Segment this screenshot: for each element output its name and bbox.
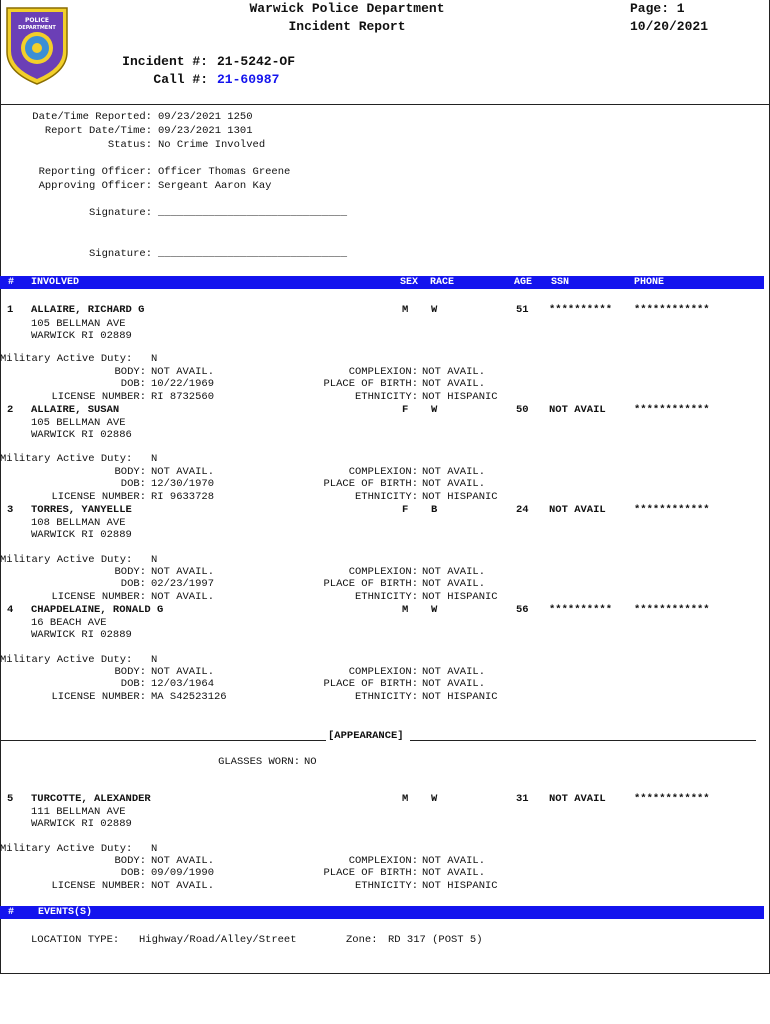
signature-label-1: Signature: xyxy=(88,207,152,219)
dob-label: DOB: xyxy=(120,678,146,690)
person-address-line2: WARWICK RI 02889 xyxy=(31,330,132,342)
header-divider xyxy=(0,104,770,105)
reporting-officer-label: Reporting Officer: xyxy=(38,166,152,178)
person-address-line1: 108 BELLMAN AVE xyxy=(31,517,126,529)
person-ssn: NOT AVAIL xyxy=(549,404,606,416)
incident-number: 21-5242-OF xyxy=(217,54,296,69)
zone-label: Zone: xyxy=(346,934,378,946)
events-header-bar xyxy=(0,906,764,919)
report-datetime-label: Report Date/Time: xyxy=(44,125,152,137)
person-race: W xyxy=(431,304,438,316)
license-value: RI 9633728 xyxy=(151,491,215,503)
appearance-title: [APPEARANCE] xyxy=(328,730,404,742)
person-address-line2: WARWICK RI 02889 xyxy=(31,529,132,541)
person-age: 50 xyxy=(516,404,529,416)
complexion-value: NOT AVAIL. xyxy=(422,366,486,378)
person-ssn: ********** xyxy=(549,604,613,616)
license-value: RI 8732560 xyxy=(151,391,215,403)
person-race: B xyxy=(431,504,438,516)
body-value: NOT AVAIL. xyxy=(151,566,215,578)
dob-label: DOB: xyxy=(120,867,146,879)
person-sex: F xyxy=(402,504,409,516)
birthplace-value: NOT AVAIL. xyxy=(422,867,486,879)
military-label: Military Active Duty: xyxy=(0,353,133,365)
signature-label-2: Signature: xyxy=(88,248,152,260)
dob-label: DOB: xyxy=(120,478,146,490)
birthplace-label: PLACE OF BIRTH: xyxy=(323,678,418,690)
ethnicity-label: ETHNICITY: xyxy=(354,591,418,603)
person-name: TORRES, YANYELLE xyxy=(31,504,132,516)
person-phone: ************ xyxy=(634,604,710,616)
person-number: 5 xyxy=(7,793,14,805)
military-label: Military Active Duty: xyxy=(0,654,133,666)
ethnicity-value: NOT HISPANIC xyxy=(422,591,498,603)
page-number: Page: 1 xyxy=(630,1,685,16)
svg-text:POLICE: POLICE xyxy=(24,17,50,24)
birthplace-label: PLACE OF BIRTH: xyxy=(323,578,418,590)
person-sex: M xyxy=(402,304,409,316)
date-reported-label: Date/Time Reported: xyxy=(32,111,152,123)
person-address-line1: 105 BELLMAN AVE xyxy=(31,318,126,330)
person-name: ALLAIRE, SUSAN xyxy=(31,404,120,416)
status-value: No Crime Involved xyxy=(158,139,266,151)
complexion-label: COMPLEXION: xyxy=(348,566,418,578)
call-label: Call #: xyxy=(153,72,208,87)
person-sex: M xyxy=(402,604,409,616)
person-age: 56 xyxy=(516,604,529,616)
body-value: NOT AVAIL. xyxy=(151,466,215,478)
call-number[interactable]: 21-60987 xyxy=(217,72,280,87)
person-address-line2: WARWICK RI 02886 xyxy=(31,429,132,441)
ethnicity-label: ETHNICITY: xyxy=(354,880,418,892)
complexion-label: COMPLEXION: xyxy=(348,466,418,478)
person-phone: ************ xyxy=(634,304,710,316)
military-value: N xyxy=(151,654,158,666)
complexion-value: NOT AVAIL. xyxy=(422,566,486,578)
report-date: 10/20/2021 xyxy=(630,19,709,34)
person-sex: F xyxy=(402,404,409,416)
reporting-officer-value: Officer Thomas Greene xyxy=(158,166,291,178)
complexion-label: COMPLEXION: xyxy=(348,366,418,378)
military-value: N xyxy=(151,353,158,365)
body-label: BODY: xyxy=(114,366,146,378)
ethnicity-label: ETHNICITY: xyxy=(354,491,418,503)
ethnicity-value: NOT HISPANIC xyxy=(422,691,498,703)
birthplace-value: NOT AVAIL. xyxy=(422,378,486,390)
person-age: 31 xyxy=(516,793,529,805)
body-value: NOT AVAIL. xyxy=(151,366,215,378)
dob-value: 12/03/1964 xyxy=(151,678,215,690)
ethnicity-value: NOT HISPANIC xyxy=(422,491,498,503)
military-label: Military Active Duty: xyxy=(0,843,133,855)
ethnicity-label: ETHNICITY: xyxy=(354,391,418,403)
person-ssn: NOT AVAIL xyxy=(549,793,606,805)
person-address-line1: 105 BELLMAN AVE xyxy=(31,417,126,429)
involved-num-header: # xyxy=(8,277,15,288)
birthplace-value: NOT AVAIL. xyxy=(422,478,486,490)
body-label: BODY: xyxy=(114,466,146,478)
military-value: N xyxy=(151,843,158,855)
license-label: LICENSE NUMBER: xyxy=(51,591,146,603)
license-value: MA S42523126 xyxy=(151,691,227,703)
department-name: Warwick Police Department xyxy=(249,1,445,16)
complexion-label: COMPLEXION: xyxy=(348,666,418,678)
events-num-header: # xyxy=(8,907,15,918)
military-label: Military Active Duty: xyxy=(0,554,133,566)
birthplace-label: PLACE OF BIRTH: xyxy=(323,478,418,490)
person-number: 3 xyxy=(7,504,14,516)
license-label: LICENSE NUMBER: xyxy=(51,880,146,892)
person-race: W xyxy=(431,604,438,616)
person-name: CHAPDELAINE, RONALD G xyxy=(31,604,164,616)
dob-value: 09/09/1990 xyxy=(151,867,215,879)
person-number: 1 xyxy=(7,304,14,316)
person-name: TURCOTTE, ALEXANDER xyxy=(31,793,151,805)
person-address-line2: WARWICK RI 02889 xyxy=(31,818,132,830)
military-label: Military Active Duty: xyxy=(0,453,133,465)
person-ssn: NOT AVAIL xyxy=(549,504,606,516)
svg-text:DEPARTMENT: DEPARTMENT xyxy=(18,25,56,31)
birthplace-label: PLACE OF BIRTH: xyxy=(323,867,418,879)
person-ssn: ********** xyxy=(549,304,613,316)
person-race: W xyxy=(431,404,438,416)
person-address-line1: 16 BEACH AVE xyxy=(31,617,107,629)
person-address-line1: 111 BELLMAN AVE xyxy=(31,806,126,818)
license-label: LICENSE NUMBER: xyxy=(51,491,146,503)
person-phone: ************ xyxy=(634,504,710,516)
person-age: 51 xyxy=(516,304,529,316)
date-reported-value: 09/23/2021 1250 xyxy=(158,111,253,123)
license-value: NOT AVAIL. xyxy=(151,880,215,892)
complexion-value: NOT AVAIL. xyxy=(422,666,486,678)
person-number: 2 xyxy=(7,404,14,416)
birthplace-value: NOT AVAIL. xyxy=(422,678,486,690)
body-label: BODY: xyxy=(114,666,146,678)
person-phone: ************ xyxy=(634,793,710,805)
dob-value: 12/30/1970 xyxy=(151,478,215,490)
license-value: NOT AVAIL. xyxy=(151,591,215,603)
person-sex: M xyxy=(402,793,409,805)
person-address-line2: WARWICK RI 02889 xyxy=(31,629,132,641)
complexion-value: NOT AVAIL. xyxy=(422,855,486,867)
body-label: BODY: xyxy=(114,566,146,578)
ssn-header: SSN xyxy=(551,277,570,288)
involved-header: INVOLVED xyxy=(31,277,80,288)
license-label: LICENSE NUMBER: xyxy=(51,691,146,703)
license-label: LICENSE NUMBER: xyxy=(51,391,146,403)
phone-header: PHONE xyxy=(634,277,665,288)
complexion-value: NOT AVAIL. xyxy=(422,466,486,478)
events-header: EVENTS(S) xyxy=(38,907,93,918)
signature-line-1[interactable]: ______________________________ xyxy=(158,207,348,219)
birthplace-value: NOT AVAIL. xyxy=(422,578,486,590)
appearance-divider xyxy=(0,730,756,742)
ethnicity-value: NOT HISPANIC xyxy=(422,391,498,403)
signature-line-2[interactable]: ______________________________ xyxy=(158,248,348,260)
ethnicity-value: NOT HISPANIC xyxy=(422,880,498,892)
glasses-value: NO xyxy=(304,756,317,768)
dob-value: 10/22/1969 xyxy=(151,378,215,390)
person-name: ALLAIRE, RICHARD G xyxy=(31,304,145,316)
body-value: NOT AVAIL. xyxy=(151,666,215,678)
report-title: Incident Report xyxy=(288,19,406,34)
approving-officer-value: Sergeant Aaron Kay xyxy=(158,180,272,192)
person-number: 4 xyxy=(7,604,14,616)
person-phone: ************ xyxy=(634,404,710,416)
ethnicity-label: ETHNICITY: xyxy=(354,691,418,703)
person-race: W xyxy=(431,793,438,805)
dob-value: 02/23/1997 xyxy=(151,578,215,590)
person-age: 24 xyxy=(516,504,529,516)
location-type-value: Highway/Road/Alley/Street xyxy=(139,934,297,946)
location-type-label: LOCATION TYPE: xyxy=(31,934,120,946)
sex-header: SEX xyxy=(400,277,419,288)
race-header: RACE xyxy=(430,277,455,288)
birthplace-label: PLACE OF BIRTH: xyxy=(323,378,418,390)
dob-label: DOB: xyxy=(120,578,146,590)
military-value: N xyxy=(151,453,158,465)
glasses-label: GLASSES WORN: xyxy=(218,756,300,768)
incident-label: Incident #: xyxy=(122,54,208,69)
dob-label: DOB: xyxy=(120,378,146,390)
involved-header-bar xyxy=(0,276,764,289)
zone-value: RD 317 (POST 5) xyxy=(388,934,483,946)
age-header: AGE xyxy=(514,277,533,288)
body-label: BODY: xyxy=(114,855,146,867)
complexion-label: COMPLEXION: xyxy=(348,855,418,867)
status-label: Status: xyxy=(107,139,152,151)
report-datetime-value: 09/23/2021 1301 xyxy=(158,125,253,137)
military-value: N xyxy=(151,554,158,566)
approving-officer-label: Approving Officer: xyxy=(38,180,152,192)
body-value: NOT AVAIL. xyxy=(151,855,215,867)
